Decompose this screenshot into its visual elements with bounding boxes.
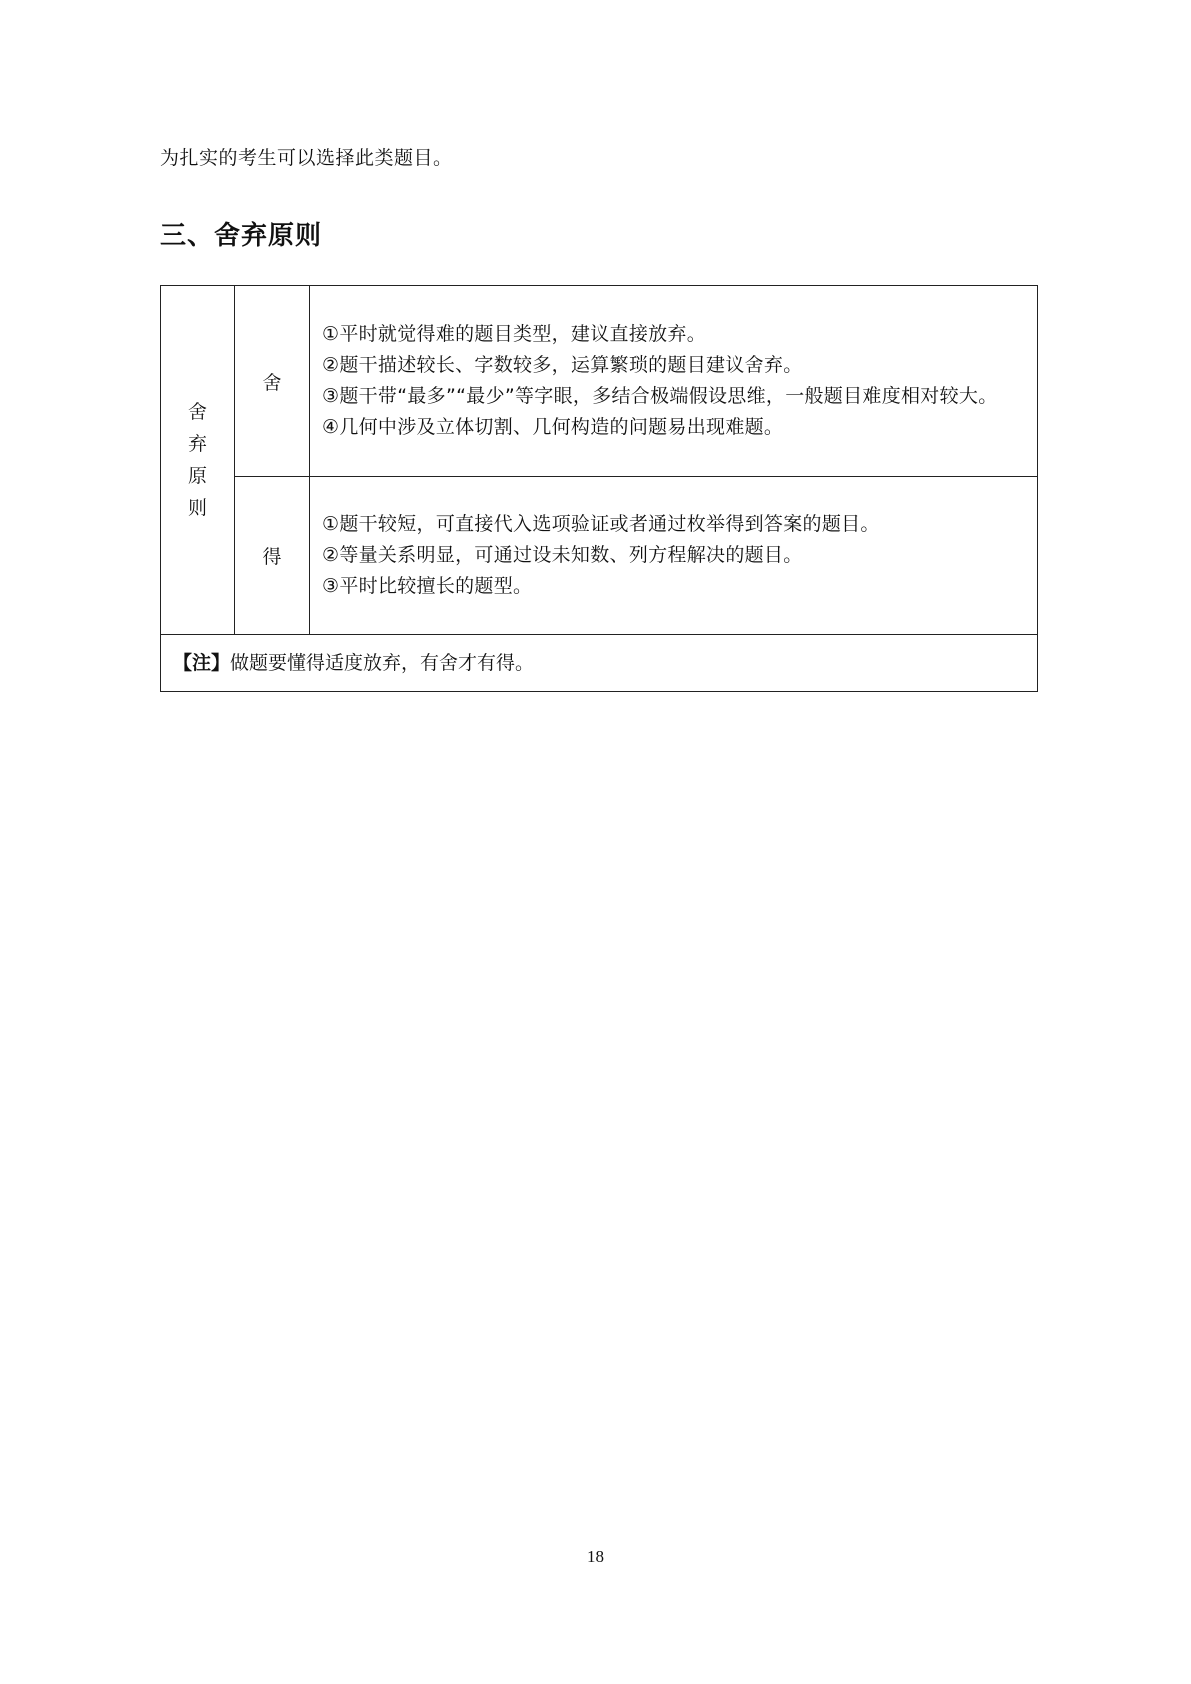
section-heading: 三、舍弃原则 (160, 221, 323, 251)
she-items (310, 286, 1038, 477)
principle-table (160, 285, 1038, 692)
group-label-char: 则 (187, 497, 207, 519)
list-item: ①题干较短，可直接代入选项验证或者通过枚举得到答案的题目。 (322, 513, 880, 535)
list-item: ③题干带“最多”“最少”等字眼，多结合极端假设思维，一般题目难度相对较大。 (322, 385, 998, 407)
group-label (161, 286, 235, 635)
table-row-she (161, 286, 1038, 477)
page-number: 18 (587, 1547, 604, 1566)
group-label-char: 舍 (187, 401, 207, 423)
list-item: ③平时比较擅长的题型。 (322, 575, 533, 597)
de-label: 得 (235, 477, 310, 635)
list-item: ②题干描述较长、字数较多，运算繁琐的题目建议舍弃。 (322, 354, 803, 376)
de-items (310, 477, 1038, 635)
table-row-note (161, 635, 1038, 692)
list-item: ②等量关系明显，可通过设未知数、列方程解决的题目。 (322, 544, 803, 566)
table-row-de (161, 477, 1038, 635)
group-label-char: 弃 (187, 433, 207, 455)
note-text: 做题要懂得适度放弃，有舍才有得。 (230, 652, 535, 674)
list-item: ④几何中涉及立体切割、几何构造的问题易出现难题。 (322, 416, 784, 438)
intro-paragraph: 为扎实的考生可以选择此类题目。 (160, 147, 453, 169)
list-item: ①平时就觉得难的题目类型，建议直接放弃。 (322, 323, 707, 345)
note-cell (161, 635, 1038, 692)
she-label: 舍 (235, 286, 310, 477)
group-label-char: 原 (187, 465, 207, 487)
note-prefix: 【注】 (173, 652, 231, 674)
